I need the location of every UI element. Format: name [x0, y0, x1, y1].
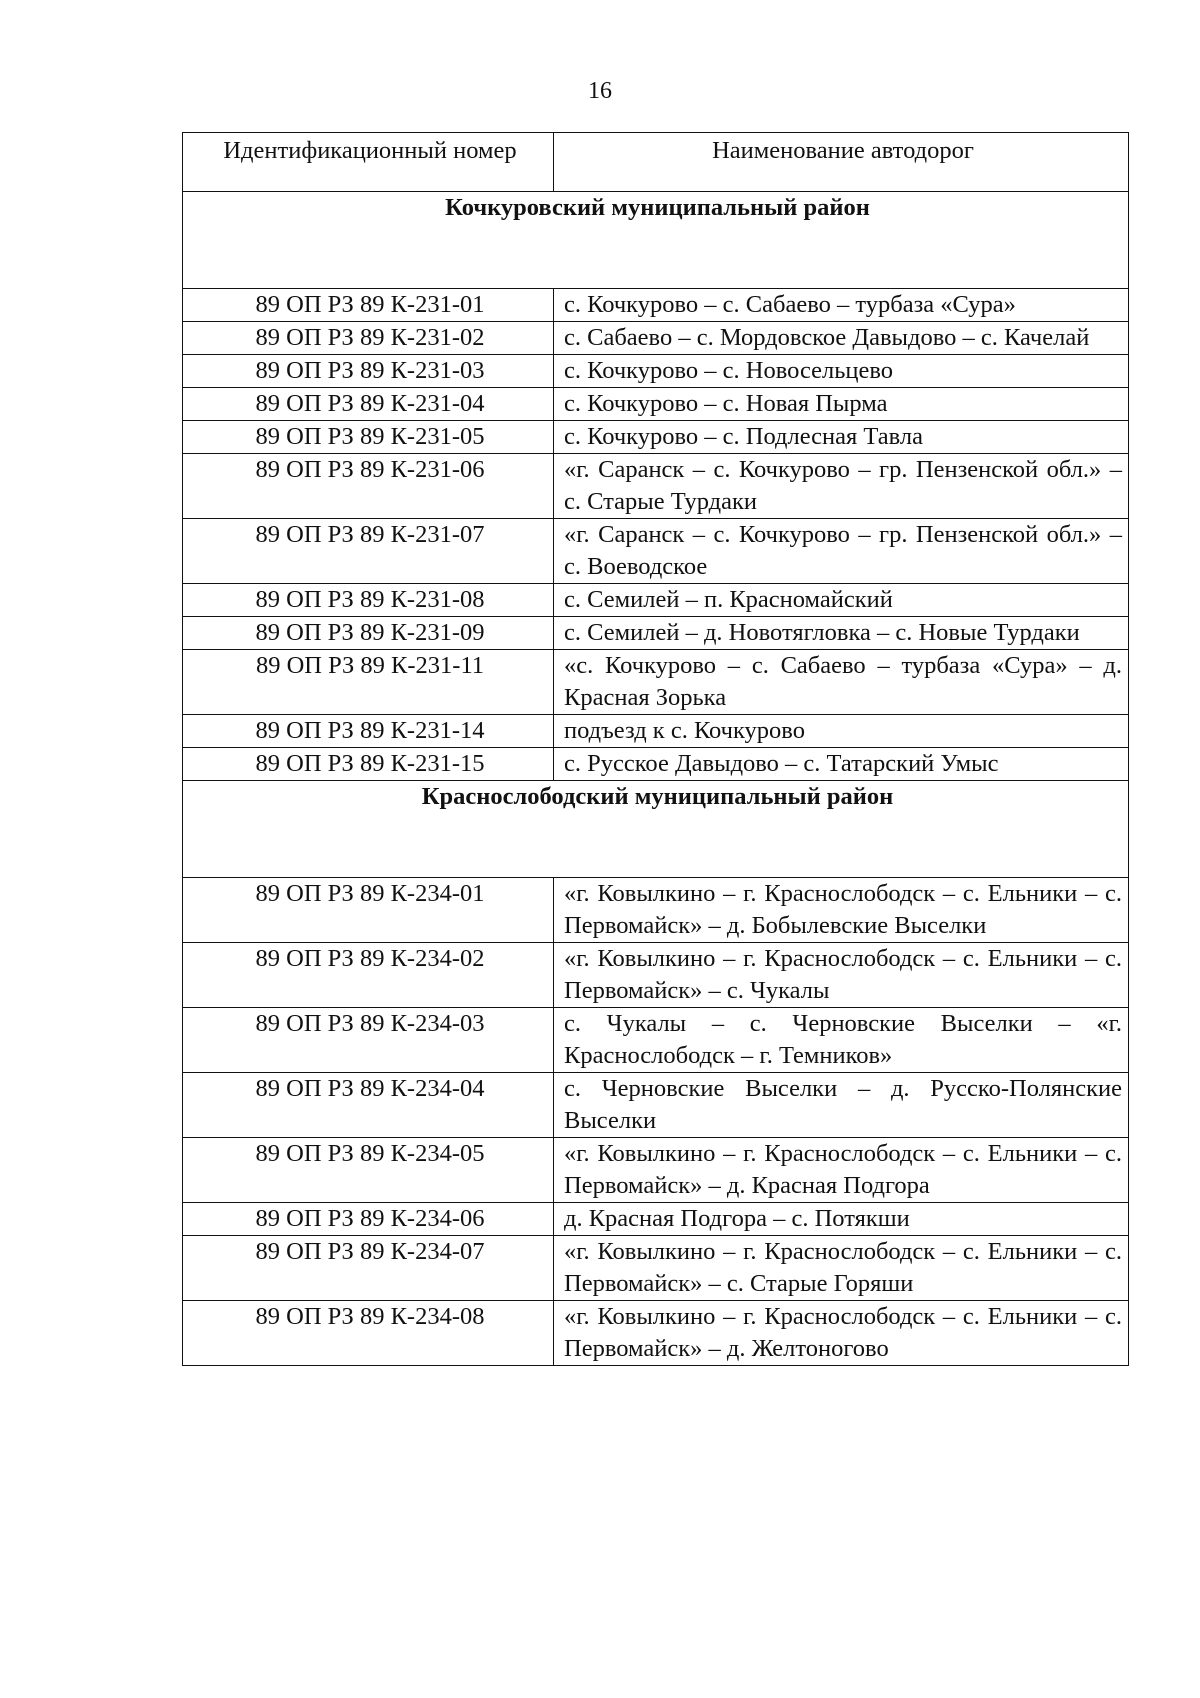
road-name: с. Семилей – п. Красномайский — [554, 584, 1129, 617]
table-row — [183, 421, 1129, 454]
road-id: 89 ОП РЗ 89 К-231-03 — [183, 355, 554, 388]
table-row — [183, 1008, 1129, 1073]
road-name: «г. Ковылкино – г. Краснослободск – с. Ельники – с. Первомайск» – д. Желтоногово — [554, 1301, 1129, 1366]
road-id: 89 ОП РЗ 89 К-234-01 — [183, 878, 554, 943]
road-name: с. Сабаево – с. Мордовское Давыдово – с. Качелай — [554, 322, 1129, 355]
road-id: 89 ОП РЗ 89 К-231-01 — [183, 289, 554, 322]
road-name: «г. Саранск – с. Кочкурово – гр. Пензенской обл.» – с. Старые Турдаки — [554, 454, 1129, 519]
road-id: 89 ОП РЗ 89 К-231-06 — [183, 454, 554, 519]
roads-table — [182, 132, 1129, 1366]
road-name: с. Кочкурово – с. Подлесная Тавла — [554, 421, 1129, 454]
table-row — [183, 748, 1129, 781]
table-row — [183, 878, 1129, 943]
road-id: 89 ОП РЗ 89 К-231-07 — [183, 519, 554, 584]
road-name: с. Кочкурово – с. Новая Пырма — [554, 388, 1129, 421]
table-row — [183, 1203, 1129, 1236]
road-name: с. Семилей – д. Новотягловка – с. Новые Турдаки — [554, 617, 1129, 650]
road-name: с. Кочкурово – с. Сабаево – турбаза «Сура» — [554, 289, 1129, 322]
table-row — [183, 322, 1129, 355]
road-name: «г. Саранск – с. Кочкурово – гр. Пензенской обл.» – с. Воеводское — [554, 519, 1129, 584]
road-name: «с. Кочкурово – с. Сабаево – турбаза «Сура» – д. Красная Зорька — [554, 650, 1129, 715]
header-id: Идентификационный номер — [183, 133, 554, 192]
road-name: д. Красная Подгора – с. Потякши — [554, 1203, 1129, 1236]
table-row — [183, 1138, 1129, 1203]
table-row — [183, 650, 1129, 715]
table-row — [183, 617, 1129, 650]
table-header-row — [183, 133, 1129, 192]
road-name: «г. Ковылкино – г. Краснослободск – с. Ельники – с. Первомайск» – с. Чукалы — [554, 943, 1129, 1008]
road-id: 89 ОП РЗ 89 К-234-07 — [183, 1236, 554, 1301]
road-id: 89 ОП РЗ 89 К-234-08 — [183, 1301, 554, 1366]
table-body — [183, 192, 1129, 1366]
section-row — [183, 781, 1129, 878]
road-name: с. Черновские Выселки – д. Русско-Полянские Выселки — [554, 1073, 1129, 1138]
road-name: с. Чукалы – с. Черновские Выселки – «г. Краснослободск – г. Темников» — [554, 1008, 1129, 1073]
road-name: подъезд к с. Кочкурово — [554, 715, 1129, 748]
header-name: Наименование автодорог — [554, 133, 1129, 192]
section-title: Краснослободский муниципальный район — [183, 781, 1129, 878]
table-row — [183, 1236, 1129, 1301]
table-row — [183, 1301, 1129, 1366]
road-name: «г. Ковылкино – г. Краснослободск – с. Ельники – с. Первомайск» – д. Бобылевские Выселки — [554, 878, 1129, 943]
page-number: 16 — [588, 78, 612, 104]
table-row — [183, 1073, 1129, 1138]
table-row — [183, 388, 1129, 421]
road-id: 89 ОП РЗ 89 К-231-04 — [183, 388, 554, 421]
road-name: «г. Ковылкино – г. Краснослободск – с. Ельники – с. Первомайск» – д. Красная Подгора — [554, 1138, 1129, 1203]
road-id: 89 ОП РЗ 89 К-231-05 — [183, 421, 554, 454]
table-row — [183, 454, 1129, 519]
table-row — [183, 519, 1129, 584]
road-id: 89 ОП РЗ 89 К-231-14 — [183, 715, 554, 748]
road-id: 89 ОП РЗ 89 К-234-05 — [183, 1138, 554, 1203]
road-name: «г. Ковылкино – г. Краснослободск – с. Ельники – с. Первомайск» – с. Старые Горяши — [554, 1236, 1129, 1301]
table-row — [183, 584, 1129, 617]
section-title: Кочкуровский муниципальный район — [183, 192, 1129, 289]
road-id: 89 ОП РЗ 89 К-231-15 — [183, 748, 554, 781]
road-id: 89 ОП РЗ 89 К-231-11 — [183, 650, 554, 715]
table-row — [183, 943, 1129, 1008]
road-name: с. Русское Давыдово – с. Татарский Умыс — [554, 748, 1129, 781]
road-id: 89 ОП РЗ 89 К-231-08 — [183, 584, 554, 617]
road-id: 89 ОП РЗ 89 К-234-06 — [183, 1203, 554, 1236]
section-row — [183, 192, 1129, 289]
road-id: 89 ОП РЗ 89 К-234-03 — [183, 1008, 554, 1073]
road-id: 89 ОП РЗ 89 К-234-04 — [183, 1073, 554, 1138]
table-row — [183, 289, 1129, 322]
table-row — [183, 715, 1129, 748]
table-row — [183, 355, 1129, 388]
road-id: 89 ОП РЗ 89 К-231-09 — [183, 617, 554, 650]
road-id: 89 ОП РЗ 89 К-234-02 — [183, 943, 554, 1008]
road-name: с. Кочкурово – с. Новосельцево — [554, 355, 1129, 388]
road-id: 89 ОП РЗ 89 К-231-02 — [183, 322, 554, 355]
